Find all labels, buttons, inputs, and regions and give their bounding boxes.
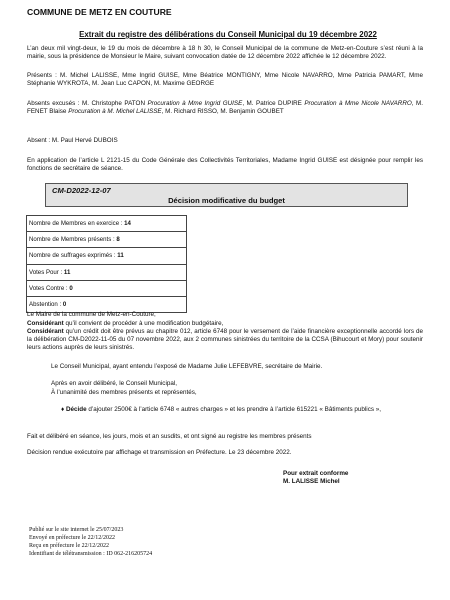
excuses-label: Absents excusés : xyxy=(27,100,82,107)
deliberation-number: CM-D2022-12-07 xyxy=(52,186,111,195)
absent-paragraph: Absent : M. Paul Hervé DUBOIS xyxy=(27,137,118,144)
fait-paragraph: Fait et délibéré en séance, les jours, mois et an susdits, et ont signé au registre les membres présents xyxy=(27,433,312,440)
count-cell: Votes Pour : 11 xyxy=(27,264,187,280)
deliberation-banner xyxy=(45,183,408,207)
excuses-part: , M. Richard RISSO, M. Benjamin GOUBET xyxy=(161,108,284,116)
table-row xyxy=(27,264,187,280)
executoire-paragraph: Décision rendue exécutoire par affichage et transmission en Préfecture. Le 23 décembre 2022. xyxy=(27,449,292,456)
excuses-part: , M. Patrice DUPIRE xyxy=(242,100,305,107)
considerant-text: qu’un crédit doit être prévus au chapitre 012, article 6748 pour le versement de l’aide financière exceptionnelle accordé lors de la délibération CM-D2022-11-05 du 07 novembre 2022, aux 2 communes sinistrées du territoire de la CCSA (Bihucourt et Mory) pour soutenir leurs actions auprès de leurs sinistrés. xyxy=(27,328,423,352)
excuses-paragraph xyxy=(27,100,423,116)
count-cell: Nombre de Membres en exercice : 14 xyxy=(27,216,187,232)
signature-line: Pour extrait conforme xyxy=(283,470,349,477)
footer-line: Identifiant de télétransmission : ID 062-216205724 xyxy=(29,551,153,557)
footer-line: Envoyé en préfecture le 22/12/2022 xyxy=(29,535,115,541)
decide-bullet: ♦ xyxy=(61,406,65,413)
maire-line: Le Maire de la commune de Metz-en-Couture, xyxy=(27,311,156,318)
unanimite-line: À l’unanimité des membres présents et représentés, xyxy=(51,389,197,396)
vote-counts-table xyxy=(26,215,187,313)
excuses-part: , M. FENET Blaise xyxy=(27,100,423,116)
decide-paragraph xyxy=(27,406,423,414)
considerant-keyword: Considérant xyxy=(27,320,64,327)
considerant-paragraph xyxy=(27,320,423,328)
table-row xyxy=(27,248,187,264)
considerant-text: qu’il convient de procéder à une modification budgétaire, xyxy=(63,320,224,327)
count-cell: Abstention : 0 xyxy=(27,296,187,312)
excuses-part: Procuration à Mme Ingrid GUISE xyxy=(147,100,243,107)
table-row xyxy=(27,280,187,296)
intro-paragraph: L’an deux mil vingt-deux, le 19 du mois de décembre à 18 h 30, le Conseil Municipal de la commune de Metz-en-Couture s’est réuni à la mairie, sous la présidence de Monsieur le Maire, suivant convocation datée de 12 décembre 2022 affichée le 12 décembre 2022. xyxy=(27,45,423,61)
footer-line: Reçu en préfecture le 22/12/2022 xyxy=(29,543,109,549)
count-cell: Votes Contre : 0 xyxy=(27,280,187,296)
deliberation-object: Décision modificative du budget xyxy=(168,196,285,205)
excuses-part: M. Christophe PATON xyxy=(81,100,148,107)
excuses-part: Procuration à Mme Nicole NAVARRO xyxy=(304,100,412,107)
presents-paragraph: Présents : M. Michel LALISSE, Mme Ingrid GUISE, Mme Béatrice MONTIGNY, Mme Nicole NAVARRO, Mme Patricia PAMART, Mme Stéphanie WYKROTA, M. Jean Luc CAPON, M. Maxime GEORGE xyxy=(27,72,423,88)
count-cell: Nombre de suffrages exprimés : 11 xyxy=(27,248,187,264)
footer-line: Publié sur le site internet le 25/07/2023 xyxy=(29,527,124,533)
considerant-paragraph xyxy=(27,328,423,353)
document-title: Extrait du registre des délibérations du Conseil Municipal du 19 décembre 2022 xyxy=(79,30,377,39)
considerant-keyword: Considérant xyxy=(27,328,64,335)
count-cell: Nombre de Membres présents : 8 xyxy=(27,232,187,248)
commune-header: COMMUNE DE METZ EN COUTURE xyxy=(27,7,172,17)
decide-text: d’ajouter 2500€ à l’article 6748 « autres charges » et les prendre à l’article 615221 « Bâtiments publics », xyxy=(86,406,382,413)
table-row xyxy=(27,232,187,248)
application-paragraph: En application de l’article L 2121-15 du Code Générale des Collectivités Territoriales, Madame Ingrid GUISE est désignée pour remplir les fonctions de secrétaire de séance. xyxy=(27,157,423,173)
decide-keyword: Décide xyxy=(65,406,87,413)
entendu-paragraph: Le Conseil Municipal, ayant entendu l’exposé de Madame Julie LEFEBVRE, secrétaire de Mairie. xyxy=(51,363,323,370)
excuses-part: Procuration à M. Michel LALISSE xyxy=(68,108,162,116)
signature-name: M. LALISSE Michel xyxy=(283,478,340,485)
table-row xyxy=(27,216,187,232)
delibere-line: Après en avoir délibéré, le Conseil Municipal, xyxy=(51,380,178,387)
